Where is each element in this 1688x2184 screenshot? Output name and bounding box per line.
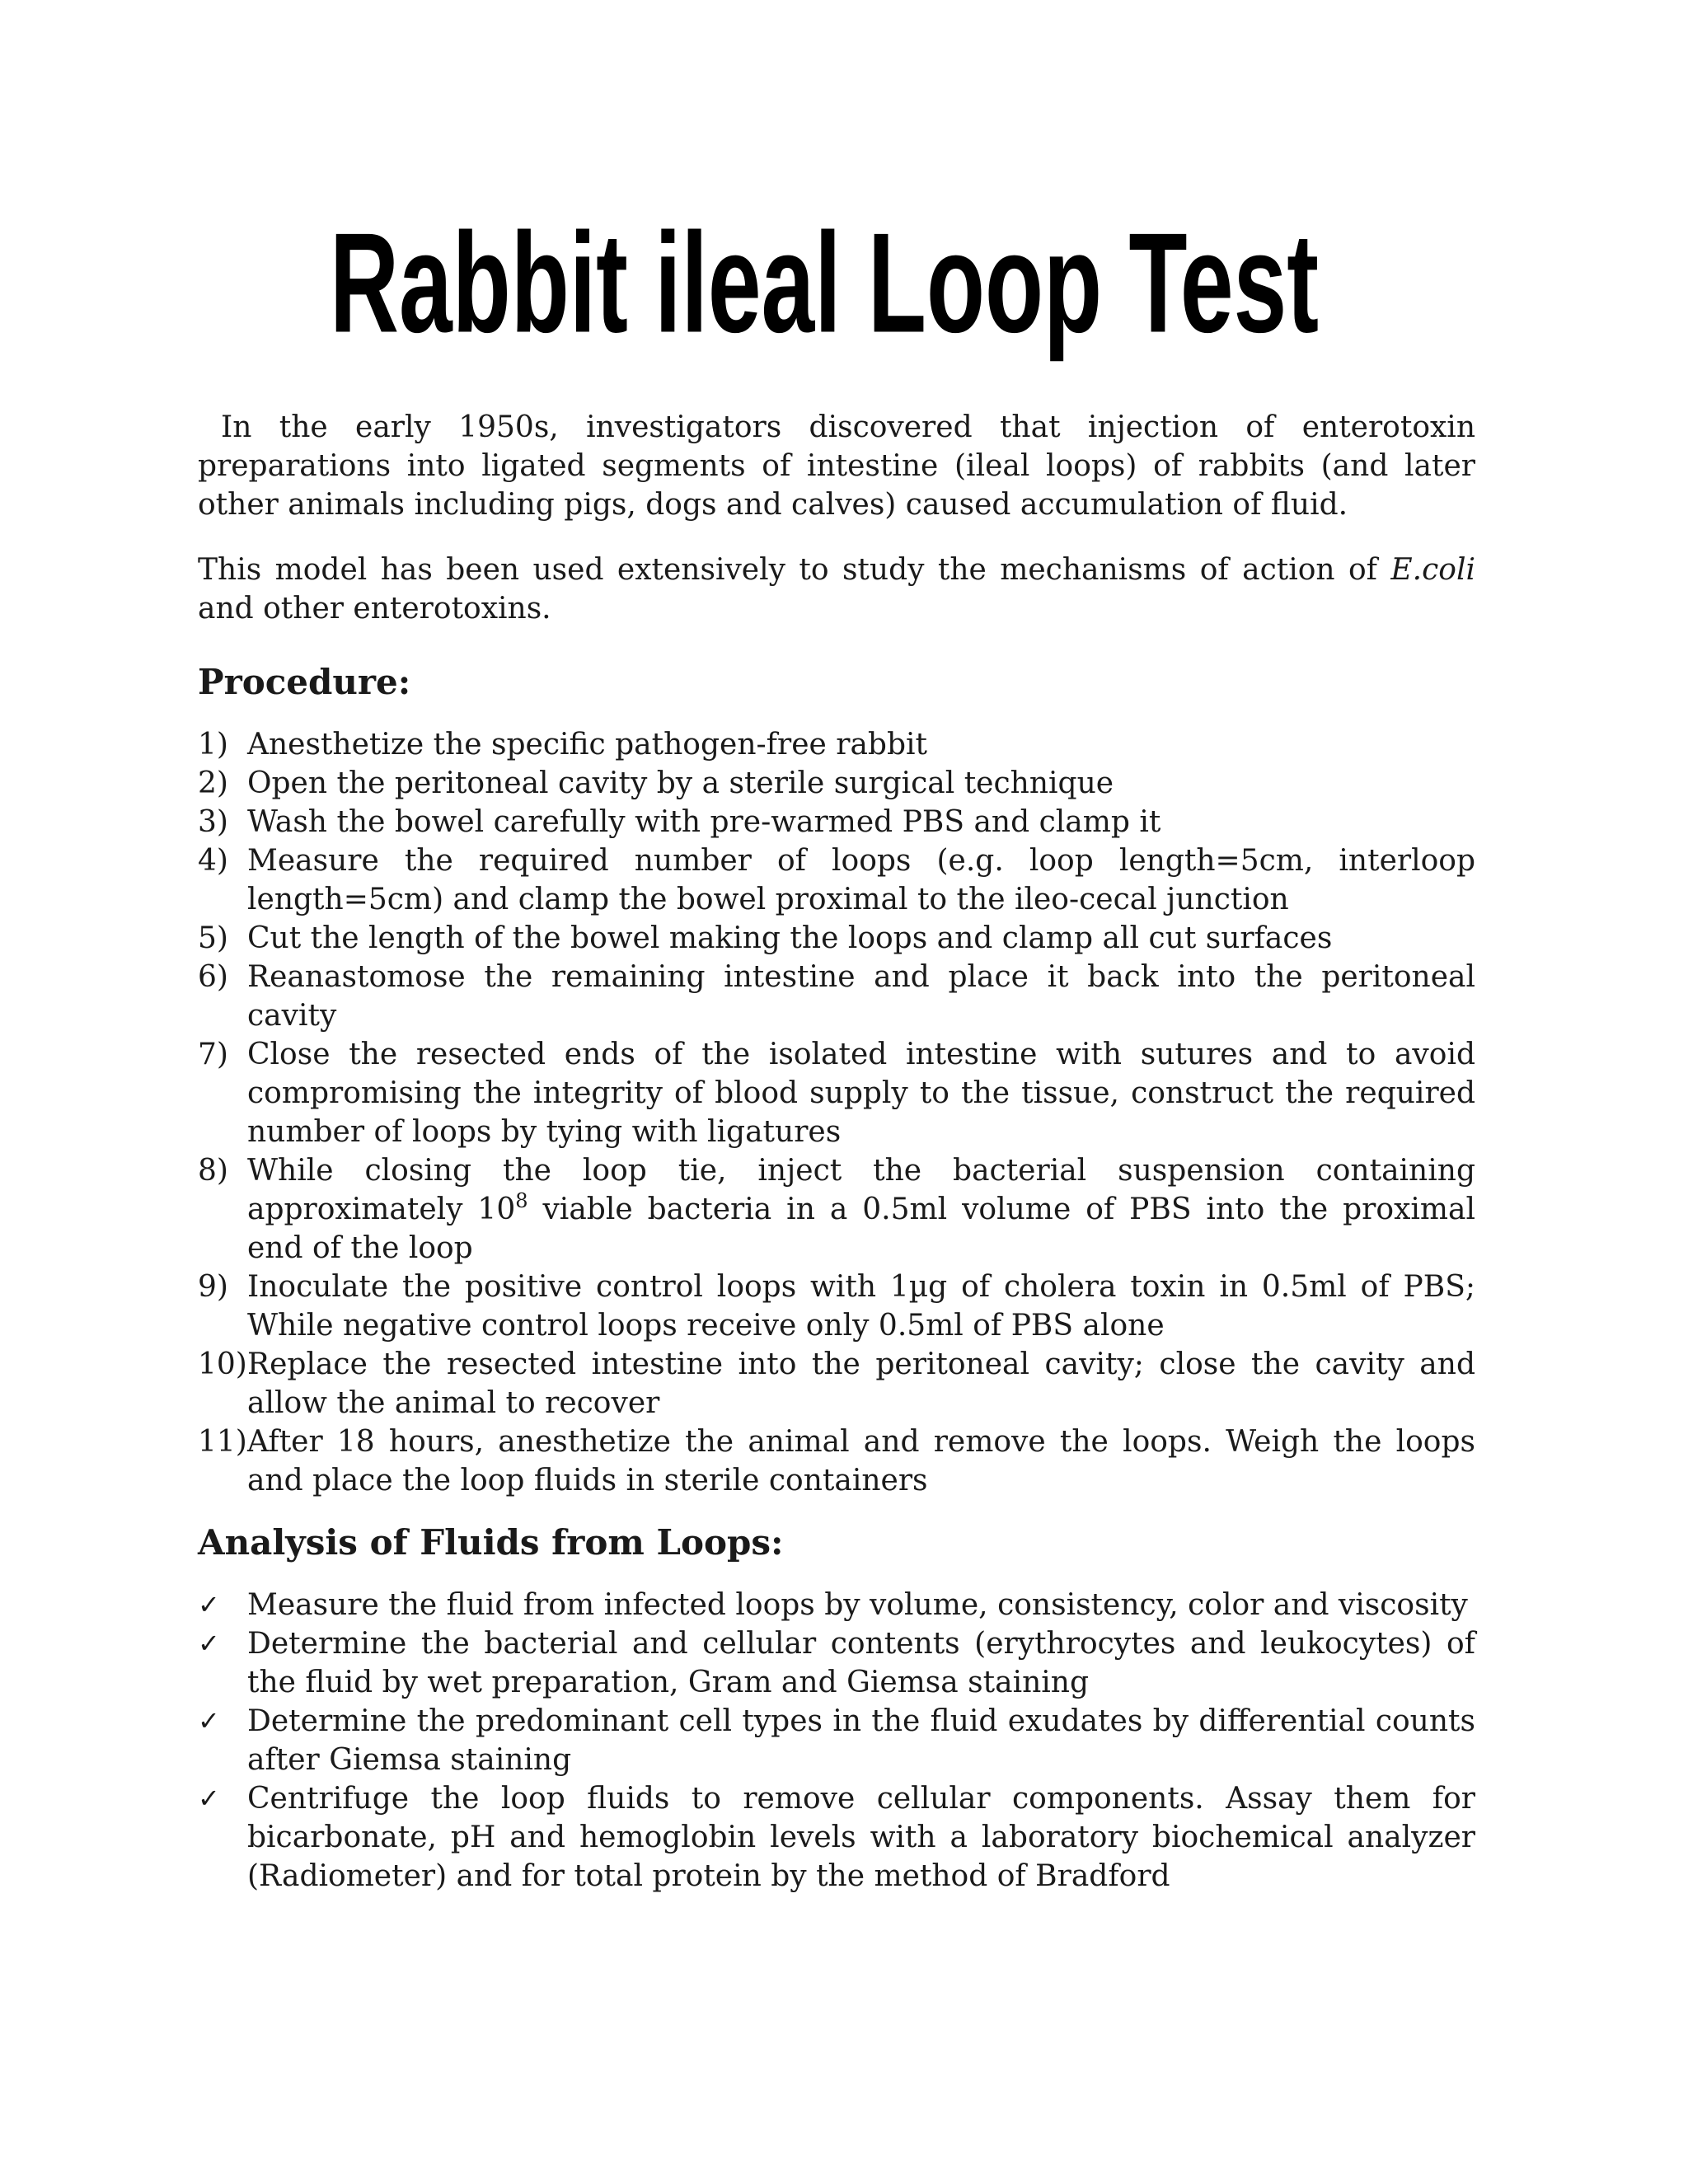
step-text: Replace the resected intestine into the peritoneal cavity; close the cavity and allow the animal to recover <box>247 1347 1475 1420</box>
intro-paragraph-2 <box>198 551 1475 628</box>
analysis-item-text: Measure the fluid from infected loops by volume, consistency, color and viscosity <box>247 1588 1468 1622</box>
step-text: Cut the length of the bowel making the loops and clamp all cut surfaces <box>247 921 1333 955</box>
step-number: 3) <box>198 805 228 839</box>
step-text: Reanastomose the remaining intestine and place it back into the peritoneal cavity <box>247 960 1475 1033</box>
analysis-heading: Analysis of Fluids from Loops: <box>198 1522 784 1563</box>
step-number: 11) <box>198 1425 247 1459</box>
analysis-item-text: Determine the predominant cell types in the fluid exudates by differential counts after Giemsa staining <box>247 1704 1475 1777</box>
step-text: Anesthetize the specific pathogen-free rabbit <box>247 728 927 762</box>
procedure-step <box>198 1422 1475 1500</box>
procedure-step <box>198 1151 1475 1268</box>
title-wordart <box>313 190 1335 371</box>
step-text: Open the peritoneal cavity by a sterile surgical technique <box>247 766 1114 800</box>
step-number: 9) <box>198 1270 228 1304</box>
procedure-step <box>198 958 1475 1035</box>
checkmark-icon: ✓ <box>198 1589 220 1620</box>
document-body <box>198 408 1475 1896</box>
step-number: 6) <box>198 960 228 994</box>
step-text: Close the resected ends of the isolated intestine with sutures and to avoid compromising the integrity of blood supply to the tissue, construct the required number of loops by tying with ligatures <box>247 1038 1475 1149</box>
procedure-heading: Procedure: <box>198 662 411 702</box>
procedure-step <box>198 1345 1475 1422</box>
step-number: 1) <box>198 728 228 762</box>
procedure-step <box>198 919 1475 958</box>
intro-paragraph-2-before: This model has been used extensively to study the mechanisms of action of <box>198 553 1391 587</box>
step-text-after: viable bacteria in a 0.5ml volume of PBS into the proximal end of the loop <box>247 1193 1475 1265</box>
step-number: 8) <box>198 1154 228 1188</box>
step-number: 5) <box>198 921 228 955</box>
analysis-item-text: Determine the bacterial and cellular contents (erythrocytes and leukocytes) of the fluid by wet preparation, Gram and Giemsa staining <box>247 1627 1475 1699</box>
analysis-item-text: Centrifuge the loop fluids to remove cellular components. Assay them for bicarbonate, pH and hemoglobin levels with a laboratory biochemical analyzer (Radiometer) and for total protein by the method of Bradford <box>247 1782 1475 1893</box>
analysis-item <box>198 1624 1475 1702</box>
step-text: Inoculate the positive control loops with 1µg of cholera toxin in 0.5ml of PBS; While negative control loops receive only 0.5ml of PBS alone <box>247 1270 1475 1343</box>
step-text: After 18 hours, anesthetize the animal and remove the loops. Weigh the loops and place the loop fluids in sterile containers <box>247 1425 1475 1497</box>
step-text-before: While closing the loop tie, inject the bacterial suspension containing approximately 10 <box>247 1154 1475 1226</box>
step-number: 7) <box>198 1038 228 1071</box>
analysis-item <box>198 1702 1475 1779</box>
organism-name: E.coli <box>1390 553 1475 587</box>
analysis-item <box>198 1586 1475 1624</box>
checkmark-icon: ✓ <box>198 1705 220 1736</box>
exponent: 8 <box>515 1189 528 1212</box>
procedure-step <box>198 725 1475 764</box>
step-number: 2) <box>198 766 228 800</box>
intro-paragraph-2-after: and other enterotoxins. <box>198 592 551 626</box>
page-title: Rabbit ileal Loop Test <box>330 204 1319 363</box>
procedure-list <box>198 725 1475 1500</box>
step-number: 10) <box>198 1347 247 1381</box>
step-text: Measure the required number of loops (e.g. loop length=5cm, interloop length=5cm) and clamp the bowel proximal to the ileo-cecal junction <box>247 844 1475 916</box>
analysis-list <box>198 1586 1475 1896</box>
procedure-step <box>198 841 1475 919</box>
procedure-step <box>198 803 1475 841</box>
checkmark-icon: ✓ <box>198 1628 220 1659</box>
step-text: Wash the bowel carefully with pre-warmed PBS and clamp it <box>247 805 1161 839</box>
intro-paragraph-1: In the early 1950s, investigators discovered that injection of enterotoxin preparations into ligated segments of intestine (ileal loops) of rabbits (and later other animals including pigs, dogs and calves) caused accumulation of fluid. <box>198 410 1475 522</box>
procedure-step <box>198 1268 1475 1345</box>
checkmark-icon: ✓ <box>198 1783 220 1814</box>
procedure-step <box>198 764 1475 803</box>
analysis-item <box>198 1779 1475 1896</box>
procedure-step <box>198 1035 1475 1151</box>
step-number: 4) <box>198 844 228 878</box>
